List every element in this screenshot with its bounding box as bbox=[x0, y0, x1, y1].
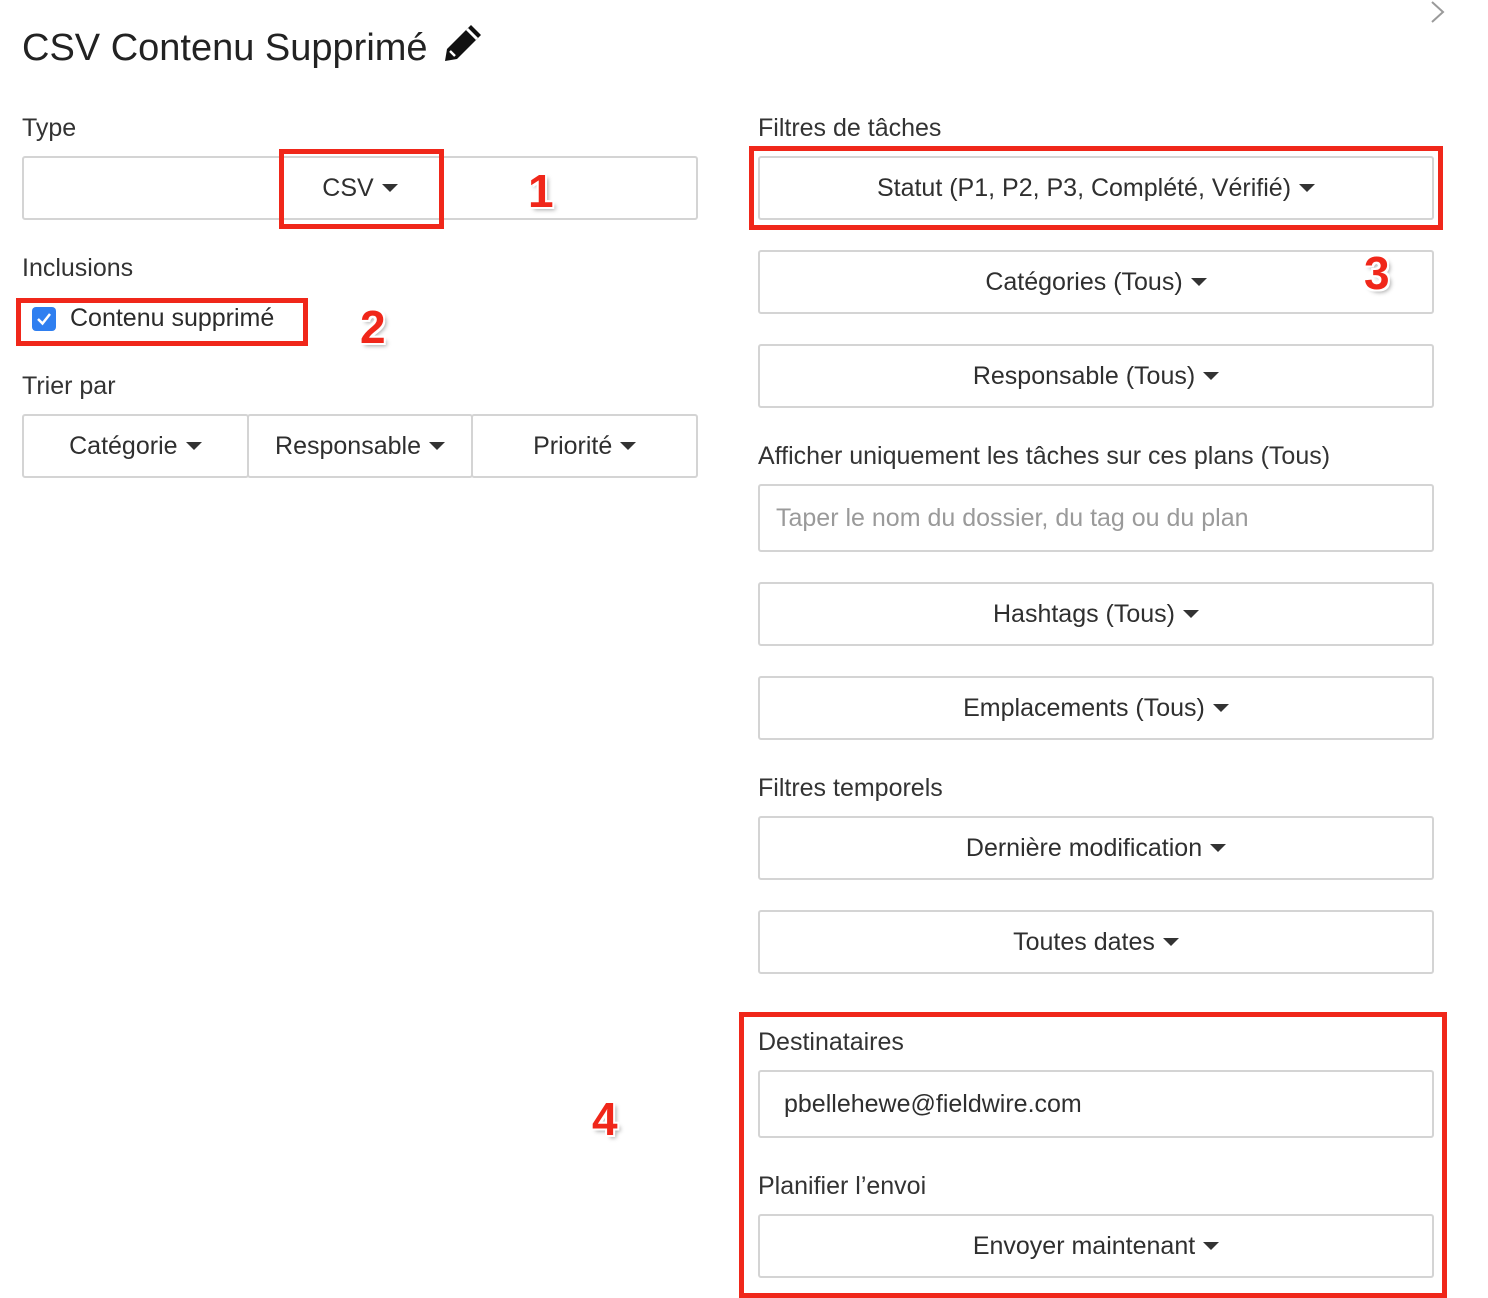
deleted-content-option[interactable] bbox=[32, 304, 274, 333]
schedule-send-label: Envoyer maintenant bbox=[972, 1231, 1196, 1260]
task-filters-label: Filtres de tâches bbox=[758, 114, 942, 142]
recipients-label: Destinataires bbox=[758, 1028, 904, 1056]
last-modified-button[interactable] bbox=[758, 816, 1434, 880]
plans-search-input[interactable] bbox=[758, 484, 1434, 552]
categories-filter-label: Catégories (Tous) bbox=[985, 267, 1183, 296]
caret-down-icon bbox=[1203, 372, 1219, 380]
annotation-number-3: 3 bbox=[1364, 247, 1390, 299]
caret-down-icon bbox=[1163, 938, 1179, 946]
caret-down-icon bbox=[1183, 610, 1199, 618]
sort-priority-label: Priorité bbox=[533, 431, 613, 460]
hashtags-filter-label: Hashtags (Tous) bbox=[992, 599, 1176, 628]
pencil-icon[interactable] bbox=[442, 22, 484, 74]
time-filters-label: Filtres temporels bbox=[758, 774, 943, 802]
type-value: CSV bbox=[322, 173, 374, 202]
recipients-value: pbellehewe@fieldwire.com bbox=[784, 1089, 1082, 1118]
annotation-number-4: 4 bbox=[592, 1093, 618, 1145]
title-text: CSV Contenu Supprimé bbox=[22, 26, 428, 69]
locations-filter-label: Emplacements (Tous) bbox=[963, 693, 1205, 722]
sort-category-button[interactable] bbox=[22, 414, 249, 478]
sort-button-group bbox=[22, 414, 698, 478]
page-title bbox=[22, 22, 484, 74]
caret-down-icon bbox=[1191, 278, 1207, 286]
chevron-right-icon[interactable] bbox=[1428, 0, 1448, 31]
caret-down-icon bbox=[620, 442, 636, 450]
inclusions-label: Inclusions bbox=[22, 254, 134, 282]
caret-down-icon bbox=[1210, 844, 1226, 852]
all-dates-button[interactable] bbox=[758, 910, 1434, 974]
deleted-content-checkbox[interactable] bbox=[32, 307, 56, 331]
sort-label: Trier par bbox=[22, 372, 116, 400]
schedule-label: Planifier l’envoi bbox=[758, 1172, 927, 1200]
caret-down-icon bbox=[186, 442, 202, 450]
locations-filter-button[interactable] bbox=[758, 676, 1434, 740]
caret-down-icon bbox=[1203, 1242, 1219, 1250]
check-icon bbox=[35, 310, 53, 328]
type-select[interactable] bbox=[22, 156, 698, 220]
annotation-number-2: 2 bbox=[360, 301, 386, 353]
status-filter-button[interactable] bbox=[758, 156, 1434, 220]
caret-down-icon bbox=[1213, 704, 1229, 712]
deleted-content-label: Contenu supprimé bbox=[70, 304, 275, 332]
status-filter-label: Statut (P1, P2, P3, Complété, Vérifié) bbox=[876, 173, 1292, 202]
assignee-filter-button[interactable] bbox=[758, 344, 1434, 408]
all-dates-label: Toutes dates bbox=[1013, 927, 1155, 956]
caret-down-icon bbox=[1299, 184, 1315, 192]
sort-category-label: Catégorie bbox=[69, 431, 178, 460]
sort-assignee-label: Responsable bbox=[275, 431, 421, 460]
type-label: Type bbox=[22, 114, 77, 142]
hashtags-filter-button[interactable] bbox=[758, 582, 1434, 646]
caret-down-icon bbox=[382, 184, 398, 192]
last-modified-label: Dernière modification bbox=[965, 833, 1203, 862]
plans-label: Afficher uniquement les tâches sur ces plans (Tous) bbox=[758, 442, 1331, 470]
plans-search-placeholder: Taper le nom du dossier, du tag ou du plan bbox=[776, 503, 1249, 532]
caret-down-icon bbox=[429, 442, 445, 450]
recipients-input[interactable] bbox=[758, 1070, 1434, 1138]
categories-filter-button[interactable] bbox=[758, 250, 1434, 314]
sort-assignee-button[interactable] bbox=[247, 414, 474, 478]
annotation-number-1: 1 bbox=[528, 165, 554, 217]
assignee-filter-label: Responsable (Tous) bbox=[972, 361, 1196, 390]
sort-priority-button[interactable] bbox=[471, 414, 698, 478]
schedule-send-button[interactable] bbox=[758, 1214, 1434, 1278]
